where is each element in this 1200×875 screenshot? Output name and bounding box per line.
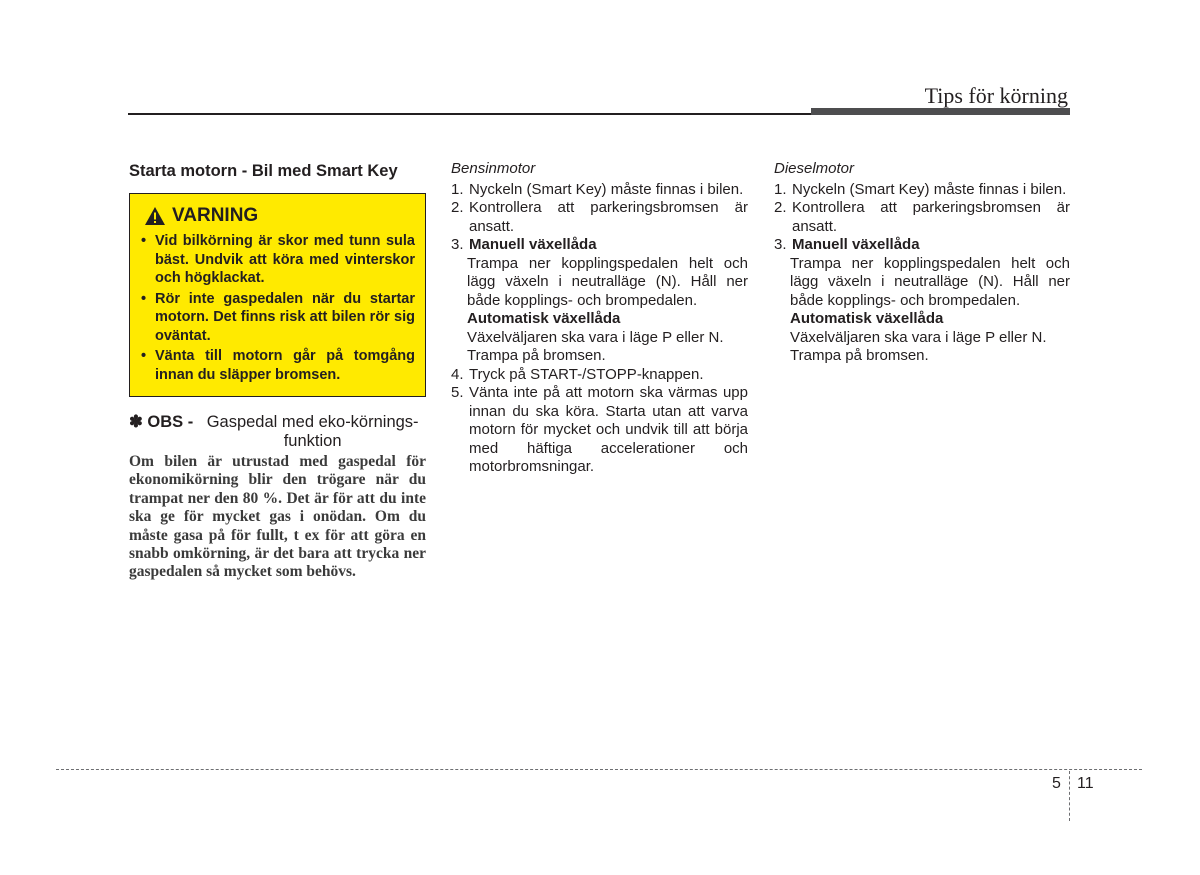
footer-page-divider [1069, 771, 1070, 821]
step-1 [774, 181, 1070, 200]
step-4 [451, 366, 748, 385]
step-number: 1. [774, 180, 787, 198]
warning-item: • Vid bilkörning är skor med tunn sula bäst. Undvik att köra med vinterskor och högklackat. [140, 232, 415, 288]
step-text: Kontrollera att parkeringsbromsen är ansatt. [792, 199, 1070, 235]
obs-label: ✽ OBS - [129, 413, 194, 431]
footer-dashed-line [56, 769, 1142, 770]
chapter-number: 5 [1052, 775, 1061, 792]
step-3 [774, 236, 1070, 255]
column-left [129, 160, 426, 582]
warning-header [144, 206, 415, 226]
header-bar [811, 108, 1070, 115]
warning-list [140, 232, 415, 384]
step-text: Nyckeln (Smart Key) måste finnas i bilen. [792, 180, 1067, 198]
section-title: Starta motorn - Bil med Smart Key [129, 162, 398, 180]
step-text: Kontrollera att parkeringsbromsen är ansatt. [469, 199, 748, 235]
step-number: 2. [774, 199, 787, 216]
step-number: 5. [451, 384, 464, 401]
warning-item: • Rör inte gaspedalen när du startar motorn. Det finns risk att bilen rör sig oväntat. [140, 290, 415, 346]
step-1 [451, 181, 748, 200]
step-text: Vänta inte på att motorn ska värmas upp innan du ska köra. Starta utan att varva motorn för mycket och undvik till att börja med häftiga accelerationer och motorbromsningar. [469, 384, 748, 475]
manual-gearbox-title: Manuell växellåda [792, 236, 920, 253]
step-number: 3. [451, 236, 464, 253]
diesel-heading: Dieselmotor [774, 160, 855, 177]
manual-gearbox-text: Trampa ner kopplingspedalen helt och lägg växeln i neutralläge (N). Håll ner både kopplings- och brompedalen. [790, 254, 1070, 309]
step-number: 2. [451, 199, 464, 216]
column-right [774, 160, 1070, 366]
automatic-gearbox-title: Automatisk växellåda [790, 310, 944, 327]
warning-triangle-icon [144, 206, 166, 226]
automatic-gearbox-title: Automatisk växellåda [467, 310, 621, 327]
manual-gearbox-title: Manuell växellåda [469, 236, 597, 253]
warning-item: • Vänta till motorn går på tomgång innan du släpper bromsen. [140, 347, 415, 384]
step-text: Tryck på START-/STOPP-knappen. [469, 365, 704, 383]
obs-header [129, 413, 426, 451]
manual-gearbox-text: Trampa ner kopplingspedalen helt och lägg växeln i neutralläge (N). Håll ner både kopplings- och brompedalen. [467, 254, 748, 309]
header-rule [128, 113, 811, 115]
step-2 [774, 199, 1070, 236]
automatic-gearbox-text: Växelväljaren ska vara i läge P eller N. Trampa på bromsen. [467, 328, 724, 364]
petrol-heading: Bensinmotor [451, 160, 536, 177]
obs-title: Gaspedal med eko-körnings-funktion [206, 413, 419, 450]
page-number: 11 [1077, 775, 1094, 792]
automatic-gearbox-text: Växelväljaren ska vara i läge P eller N. Trampa på bromsen. [790, 328, 1047, 364]
step-number: 4. [451, 365, 464, 383]
column-middle [451, 160, 748, 477]
warning-box [129, 193, 426, 397]
step-number: 1. [451, 180, 464, 198]
obs-note [129, 413, 426, 582]
obs-text: Om bilen är utrustad med gaspedal för ekonomikörning blir den trögare när du trampat ner den 80 %. Det är för att du inte ska ge för mycket gas i onödan. Om du måste gasa på för fullt, t ex för att göra en snabb omkörning, är det bara att trycka ner gaspedalen så mycket som behövs. [129, 453, 426, 581]
step-5 [451, 384, 748, 477]
page-header-title: Tips för körning [924, 83, 1068, 108]
step-2 [451, 199, 748, 236]
step-number: 3. [774, 236, 787, 253]
step-text: Nyckeln (Smart Key) måste finnas i bilen. [469, 180, 744, 198]
step-3 [451, 236, 748, 255]
warning-title: VARNING [172, 204, 259, 226]
